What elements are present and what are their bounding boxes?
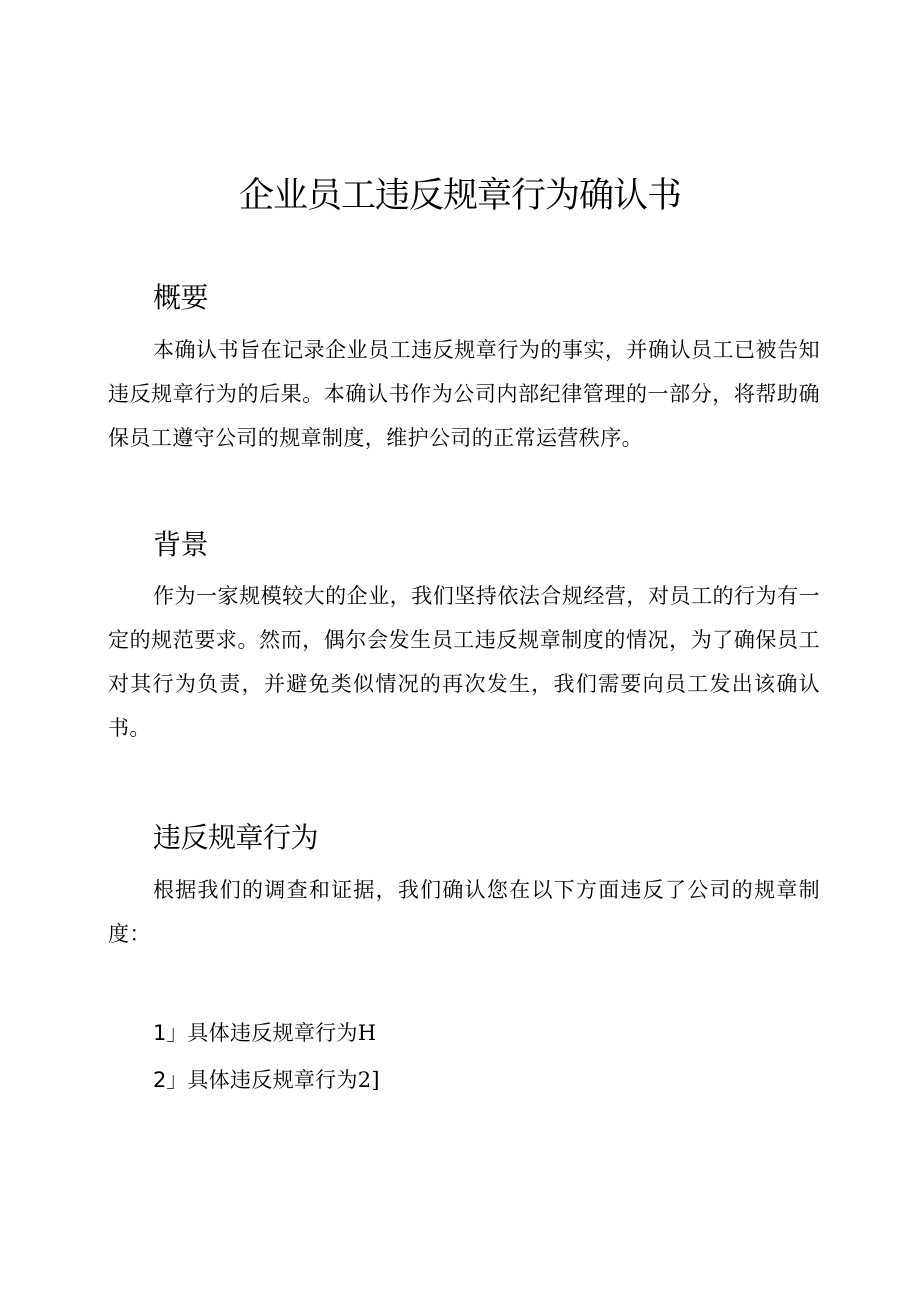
document-title: 企业员工违反规章行为确认书 <box>238 176 681 216</box>
section-paragraph-summary: 本确认书旨在记录企业员工违反规章行为的事实，并确认员工已被告知违反规章行为的后果。本确认书作为公司内部纪律管理的一部分，将帮助确保员工遵守公司的规章制度，维护公司的正常运营秩序。 <box>108 338 820 450</box>
violation-item-1 <box>153 1013 376 1053</box>
section-heading-summary: 概要 <box>153 281 209 314</box>
violation-text: 具体违反规章行为H <box>187 1021 377 1045</box>
section-paragraph-background: 作为一家规模较大的企业，我们坚持依法合规经营，对员工的行为有一定的规范要求。然而，偶尔会发生员工违反规章制度的情况，为了确保员工对其行为负责，并避免类似情况的再次发生，我们需要向员工发出该确认书。 <box>108 584 820 740</box>
section-heading-violations: 违反规章行为 <box>153 821 319 854</box>
section-paragraph-violations: 根据我们的调查和证据，我们确认您在以下方面违反了公司的规章制度： <box>108 878 820 946</box>
section-heading-background: 背景 <box>153 528 209 561</box>
violation-number: 2」 <box>153 1068 188 1092</box>
violation-text: 具体违反规章行为2] <box>187 1068 380 1092</box>
violation-item-2 <box>153 1060 380 1100</box>
violation-number: 1」 <box>153 1021 188 1045</box>
